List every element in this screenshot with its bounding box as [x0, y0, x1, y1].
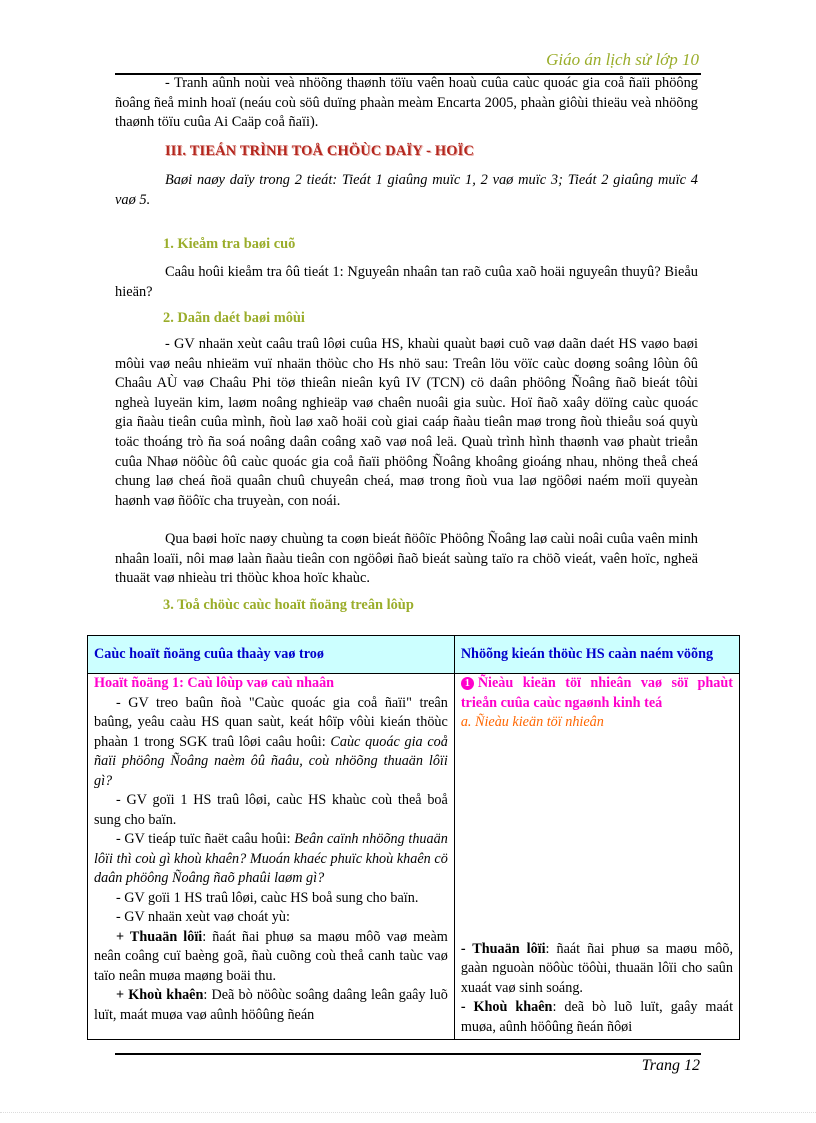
- paragraph-materials: - Tranh aûnh noùi veà nhöõng thaønh töïu vaên hoaù cuûa caùc quoác gia coå ñaïi phöông ñoâng ñeå minh hoaï (neáu coù söû duïng phaàn meàm Encarta 2005, phaàn giôùi thieäu veà nhöõng thaønh töïu cuûa Ai Caäp coå ñaïi).: [115, 75, 698, 131]
- activities-table: [87, 635, 740, 1040]
- knowledge-advantage: - Thuaän lôïi: ñaát ñai phuø sa maøu môõ, gaàn nguoàn nöôùc töôùi, thuaän lôïi cho saûn xuaát vaø sinh soáng.: [460, 940, 733, 996]
- section-iii-heading: III. TIEÁN TRÌNH TOÅ CHÖÙC DAÏY - HOÏC: [165, 143, 475, 159]
- paragraph-check-question: Caâu hoûi kieåm tra ôû tieát 1: Nguyeân nhaân tan raõ cuûa xaõ hoäi nguyeân thuyû? Bieåu hieän?: [115, 264, 698, 300]
- knowledge-heading-1: 1 Ñieàu kieän töï nhieân vaø söï phaùt trieån cuûa caùc ngaønh kinh teá: [460, 675, 733, 711]
- advantage-point: + Thuaän lôïi: ñaát ñai phuø sa maøu môõ vaø meàm neân coâng cuï baèng goã, ñaù cuõng coù theå canh taùc vaø taïo neân muøa maøng boäi thu.: [94, 928, 448, 984]
- heading-class-activities: 3. Toå chöùc caùc hoaït ñoäng treân lôùp: [163, 597, 414, 613]
- page-boundary: [0, 1112, 816, 1113]
- footer-rule: [115, 1053, 701, 1055]
- question-difficulties: Beân caïnh nhöõng thuaän lôïi thì coù gì khoù khaên? Muoán khaéc phuïc khoù khaên cö daân phöông Ñoâng ñaõ phaûi laøm gì?: [94, 831, 448, 886]
- heading-check-old-lesson: 1. Kieåm tra baøi cuõ: [163, 236, 296, 252]
- header-title: Giáo án lịch sử lớp 10: [546, 50, 699, 69]
- difficulty-point: + Khoù khaên: Deã bò nöôùc soâng daâng leân gaây luõ luït, maát muøa vaø aûnh höôûng ñeán: [94, 987, 448, 1023]
- knowledge-subheading-a: a. Ñieàu kieän töï nhieân: [460, 714, 604, 730]
- activities-cell: [88, 674, 455, 1040]
- paragraph-lesson-plan: Baøi naøy daïy trong 2 tieát: Tieát 1 giaûng muïc 1, 2 vaø muïc 3; Tieát 2 giaûng muïc 4 vaø 5.: [115, 172, 698, 208]
- activity-step-conclude: - GV nhaän xeùt vaø choát yù:: [116, 909, 290, 925]
- number-badge-icon: 1: [461, 677, 474, 690]
- page-number: Trang 12: [641, 1057, 700, 1074]
- heading-introduce-new-lesson: 2. Daãn daét baøi môùi: [163, 310, 305, 326]
- question-location: Caùc quoác gia coå ñaïi phöông Ñoâng naèm ôû ñaâu, coù nhöõng thuaän lôïi gì?: [94, 733, 448, 789]
- paragraph-introduction: - GV nhaän xeùt caâu traû lôøi cuûa HS, khaùi quaùt baøi cuõ vaø daãn daét HS vaøo baøi môùi vaø neâu nhieäm vuï nhaän thöùc cho Hs nhö sau: Treân löu vöïc caùc doøng soâng lôùn ôû Chaâu AÙ vaø Chaâu Phi töø thieân nieân kyû IV (TCN) cö daân phöông Ñoâng ñaõ bieát tôùi ngheà luyeän kim, laøm noâng nghieäp vaø chaên nuoâi gia suùc. Hoï ñaõ xaây döïng caùc quoác gia ñaàu tieân cuûa mình, ñoù laø xaõ hoäi coù giai caáp ñaàu tieân maø trong ñoù thieåu soá quyù toäc thoáng trò ña soá noâng daân coâng xaõ vaø noâ leä. Quaù trình hình thaønh vaø phaùt trieån cuûa Nhaø nöôùc ôû caùc quoác gia coå ñaïi phöông Ñoâng khoâng gioáng nhau, nhöng theå cheá chung laø cheá ñoä quaân chuû chuyeân cheá, maø trong ñoù vua laø ngöôøi naém moïi quyeàn haønh vaø ñöôïc cha truyeàn, con noái.: [115, 336, 698, 509]
- activity-step-followup: - GV tieáp tuïc ñaët caâu hoûi: Beân caïnh nhöõng thuaän lôïi thì coù gì khoù khaên? Muoán khaéc phuïc khoù khaên cö daân phöông Ñoâng ñaõ phaûi laøm gì?: [94, 831, 448, 886]
- activity-step-map: - GV treo baûn ñoà "Caùc quoác gia coå ñaïi" treân baûng, yeâu caàu HS quan saùt, keát hôïp vôùi kieán thöùc phaàn 1 trong SGK traû lôøi caâu hoûi: Caùc quoác gia coå ñaïi phöông Ñoâng naèm ôû ñaâu, coù nhöõng thuaän lôïi gì?: [94, 694, 448, 789]
- knowledge-cell: [454, 674, 739, 1040]
- table-header-activities: Caùc hoaït ñoäng cuûa thaày vaø troø: [88, 636, 455, 674]
- activity-step-supplement: - GV goïi 1 HS traû lôøi, caùc HS boå sung cho baïn.: [116, 889, 419, 906]
- knowledge-difficulty: - Khoù khaên: deã bò luõ luït, gaây maát muøa, aûnh höôûng ñeán ñôøi: [460, 999, 734, 1035]
- activity-step-answer: - GV goïi 1 HS traû lôøi, caùc HS khaùc coù theå boå sung cho baïn.: [94, 792, 448, 828]
- paragraph-summary: Qua baøi hoïc naøy chuùng ta coøn bieát ñöôïc Phöông Ñoâng laø caùi noâi cuûa vaên minh nhaân loaïi, nôi maø laàn ñaàu tieân con ngöôøi ñaõ bieát saùng taïo ra chöõ vieát, vaên hoïc, ngheä thuaät vaø nhieàu tri thöùc khoa hoïc khaùc.: [115, 531, 698, 587]
- activity-1-title: Hoaït ñoäng 1: Caù lôùp vaø caù nhaân: [94, 675, 335, 691]
- table-header-knowledge: Nhöõng kieán thöùc HS caàn naém vöõng: [454, 636, 739, 674]
